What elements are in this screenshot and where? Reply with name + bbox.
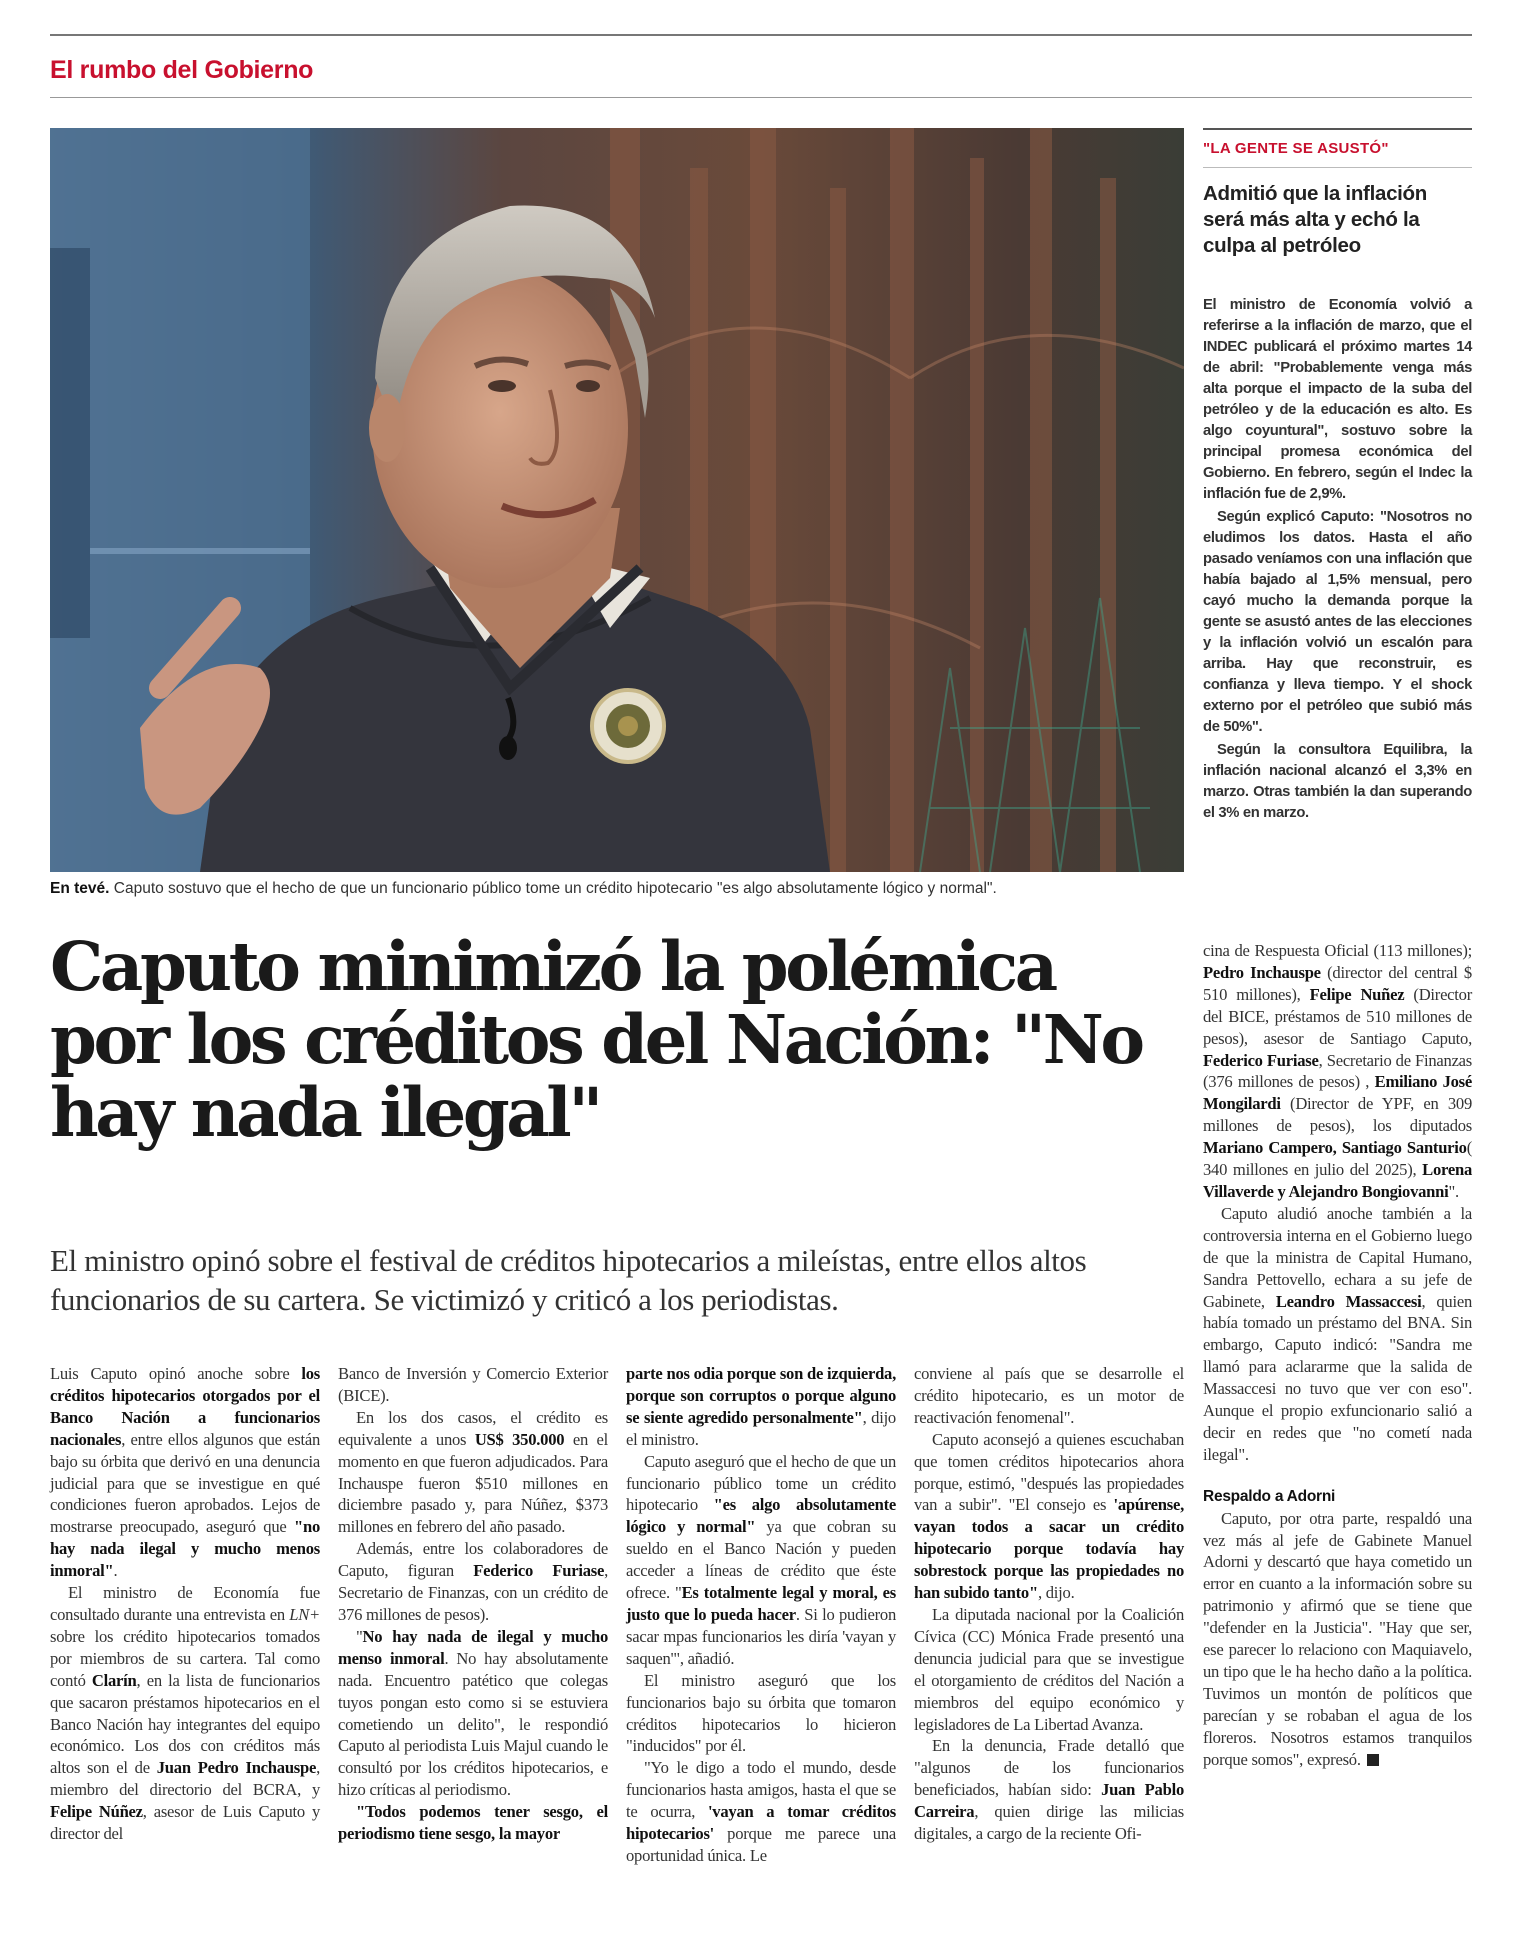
sidebar-paragraph: Según explicó Caputo: "Nosotros no eludimos los datos. Hasta el año pasado veníamos con una inflación que había bajado al 1,5% mensual, pero cayó mucho la demanda porque la gente se asustó antes de las elecciones y la inflación volvió un escalón para arriba. Hay que reconstruir, es confianza y lleva tiempo. Y el shock externo por el petróleo que subió más de 50%".: [1203, 509, 1472, 735]
body-paragraph: Caputo aseguró que el hecho de que un funcionario público tome un crédito hipotecario "es algo absolutamente lógico y normal" ya que cobran su sueldo en el Banco Nación y pueden acceder a líneas de crédito que éste ofrece. "Es totalmente legal y moral, es justo que lo pueda hacer. Si lo pudieron sacar mpas funcionarios les diría 'vayan y saquen'", añadió.: [626, 1451, 897, 1668]
end-mark-icon: [1367, 1754, 1379, 1766]
body-paragraph: Además, entre los colaboradores de Caputo, figuran Federico Furiase, Secretario de Finanzas, con un crédito de 376 millones de pesos).: [338, 1539, 608, 1624]
sidebar-separator: [1203, 167, 1472, 168]
body-paragraph: Caputo, por otra parte, respaldó una vez más al jefe de Gabinete Manuel Adorni y descartó que haya cometido un error en cuanto a la información sobre su patrimonio y afirmó que se tiene que "defender en la Justicia". "Hay que ser, ese parecer lo relaciono con Maquiavelo, un tipo que le ha hecho daño a la política. Tuvimos un montón de políticos que parecían y se robaban el agua de los floreros. Nosotros estamos tranquilos porque somos", expresó.: [1203, 1508, 1472, 1769]
body-paragraph: El ministro aseguró que los funcionarios bajo su órbita que tomaron créditos hipotecarios lo hicieron "inducidos" por él.: [626, 1670, 896, 1756]
photo-caption: [50, 880, 1184, 898]
body-paragraph: parte nos odia porque son de izquierda, porque son corruptos o porque alguno se siente agredido personalmente", dijo el ministro.: [626, 1364, 896, 1449]
body-paragraph: Caputo aconsejó a quienes escuchaban que tomen créditos hipotecarios ahora porque, estimó, "después las propiedades van a subir". "El consejo es 'apúrense, vayan todos a sacar un crédito hipotecario porque todavía hay sobrestock porque las propiedades no han subido tanto", dijo.: [914, 1429, 1184, 1603]
sidebar-kicker: "LA GENTE SE ASUSTÓ": [1203, 140, 1389, 157]
top-rule: [50, 34, 1472, 36]
body-paragraph: La diputada nacional por la Coalición Cívica (CC) Mónica Frade presentó una denuncia judicial para que se investigue el otorgamiento de créditos del Nación a miembros del equipo económico y legisladores de La Libertad Avanza.: [914, 1604, 1184, 1734]
body-paragraph: Caputo aludió anoche también a la controversia interna en el Gobierno luego de que la ministra de Capital Humano, Sandra Pettovello, echara a su jefe de Gabinete, Leandro Massaccesi, quien había tomado un préstamo del BNA. Sin embargo, Caputo indicó: "Sandra me llamó para aclararme que la salida de Massaccesi no tuvo que ver con eso". Aunque el propio exfuncionario salió a decir en redes que "no cometí nada ilegal".: [1203, 1203, 1472, 1464]
caption-label: En tevé.: [50, 880, 110, 897]
body-column-2: [338, 1363, 608, 1845]
body-paragraph: Banco de Inversión y Comercio Exterior (BICE).: [338, 1364, 608, 1405]
sidebar-top-rule: [1203, 128, 1472, 130]
body-paragraph: En la denuncia, Frade detalló que "algunos de los funcionarios beneficiados, habían sido: Juan Pablo Carreira, quien dirige las milicias digitales, a cargo de la reciente Ofi-: [914, 1736, 1184, 1844]
body-column-4: [914, 1363, 1184, 1845]
section-title: El rumbo del Gobierno: [50, 56, 314, 84]
body-paragraph: "Todos podemos tener sesgo, el periodismo tiene sesgo, la mayor: [338, 1802, 608, 1844]
body-paragraph: "Yo le digo a todo el mundo, desde funcionarios hasta amigos, hasta el que se te ocurra, 'vayan a tomar créditos hipotecarios' porque me parece una oportunidad única. Le: [626, 1758, 897, 1865]
body-column-1: [50, 1363, 320, 1845]
headline: Caputo minimizó la polémica por los créditos del Nación: "No hay nada ilegal": [50, 927, 1142, 1152]
deck: El ministro opinó sobre el festival de créditos hipotecarios a mileístas, entre ellos altos funcionarios de su cartera. Se victimizó y criticó a los periodistas.: [50, 1243, 1087, 1317]
body-column-5: [1203, 940, 1472, 1771]
sidebar-box: [1203, 128, 1472, 824]
caption-text: Caputo sostuvo que el hecho de que un funcionario público tome un crédito hipotecario "es algo absolutamente lógico y normal".: [109, 880, 997, 897]
sidebar-title: Admitió que la inflación será más alta y echó la culpa al petróleo: [1203, 182, 1428, 257]
sidebar-paragraph: El ministro de Economía volvió a referirse a la inflación de marzo, que el INDEC publicará el próximo martes 14 de abril: "Probablemente venga más alta porque el impacto de la suba del petróleo y de la educación es alto. Es algo coyuntural", sostuvo sobre la principal promesa económica del Gobierno. En febrero, según el Indec la inflación fue de 2,9%.: [1203, 297, 1472, 502]
body-column-3: [626, 1363, 896, 1867]
body-paragraph: "No hay nada de ilegal y mucho menso inmoral. No hay absolutamente nada. Encuentro patético que colegas tuyos pongan esto como si se estuviera cometiendo un delito", le respondió Caputo al periodista Luis Majul cuando le consultó por los créditos hipotecarios, e hizo críticas al periodismo.: [338, 1626, 608, 1800]
body-paragraph: Luis Caputo opinó anoche sobre los créditos hipotecarios otorgados por el Banco Nación a funcionarios nacionales, entre ellos algunos que están bajo su órbita que derivó en una denuncia judicial para que se investigue en qué condiciones fueron aprobados. Lejos de mostrarse preocupado, aseguró que "no hay nada ilegal y mucho menos inmoral".: [50, 1364, 320, 1581]
section-rule: [50, 97, 1472, 98]
body-paragraph: conviene al país que se desarrolle el crédito hipotecario, es un motor de reactivación fenomenal".: [914, 1364, 1184, 1427]
sidebar-paragraph: Según la consultora Equilibra, la inflación nacional alcanzó el 3,3% en marzo. Otras también la dan superando el 3% en marzo.: [1203, 742, 1472, 821]
body-paragraph: En los dos casos, el crédito es equivalente a unos US$ 350.000 en el momento en que fueron adjudicados. Para Inchauspe fueron $510 millones en diciembre pasado y, para Núñez, $373 millones en febrero del año pasado.: [338, 1407, 609, 1537]
subhead: Respaldo a Adorni: [1203, 1487, 1336, 1505]
article-photo: [50, 128, 1184, 872]
body-paragraph: cina de Respuesta Oficial (113 millones); Pedro Inchauspe (director del central $ 510 millones), Felipe Nuñez (Director del BICE, préstamos de 510 millones de pesos), asesor de Santiago Caputo, Federico Furiase, Secretario de Finanzas (376 millones de pesos) , Emiliano José Mongilardi (Director de YPF, en 309 millones de pesos), los diputados Mariano Campero, Santiago Santurio( 340 millones en julio del 2025), Lorena Villaverde y Alejandro Bongiovanni".: [1203, 941, 1473, 1201]
body-paragraph: El ministro de Economía fue consultado durante una entrevista en LN+ sobre los crédito hipotecarios tomados por miembros de su cartera. Tal como contó Clarín, en la lista de funcionarios que sacaron préstamos hipotecarios en el Banco Nación hay integrantes del equipo económico. Los dos con créditos más altos son el de Juan Pedro Inchauspe, miembro del directorio del BCRA, y Felipe Núñez, asesor de Luis Caputo y director del: [50, 1583, 321, 1844]
sidebar-body: [1203, 295, 1472, 824]
